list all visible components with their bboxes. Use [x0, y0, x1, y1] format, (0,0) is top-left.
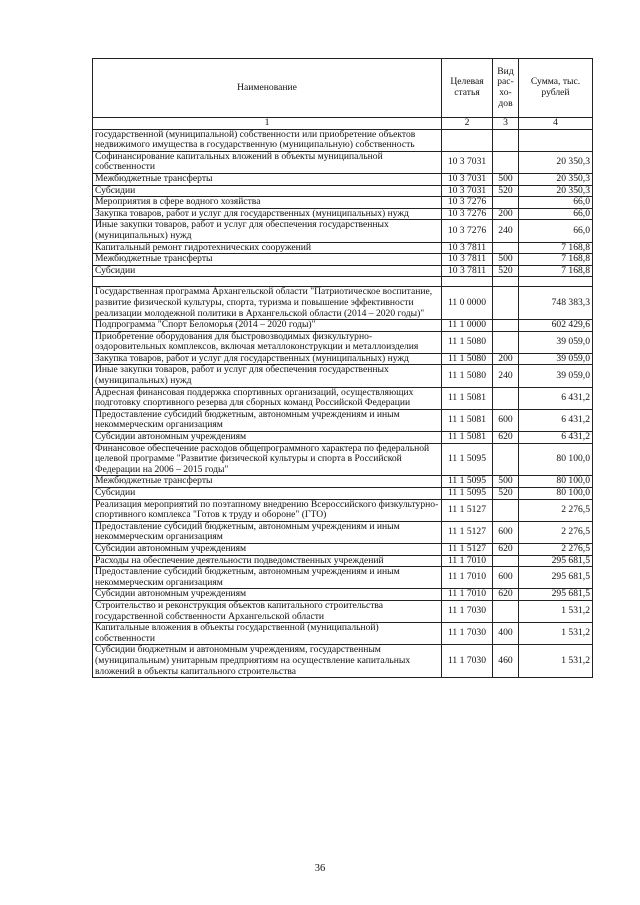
table-row [93, 589, 593, 601]
cell-sum: 1 531,2 [519, 645, 593, 678]
cell-sum: 39 059,0 [519, 365, 593, 387]
column-number: 3 [493, 118, 519, 130]
table-row [93, 242, 593, 254]
cell-code: 11 1 5127 [442, 543, 493, 555]
cell-vid [493, 151, 519, 173]
cell-sum: 1 531,2 [519, 623, 593, 645]
cell-name: Межбюджетные трансферты [93, 173, 442, 185]
cell-sum: 602 429,6 [519, 320, 593, 332]
table-row [93, 600, 593, 622]
cell-code: 11 1 7010 [442, 555, 493, 567]
cell-code: 11 1 5081 [442, 432, 493, 444]
cell-name: Предоставление субсидий бюджетным, автономным учреждениям и иным некоммерческим организациям [93, 409, 442, 431]
table-row [93, 365, 593, 387]
column-number: 2 [442, 118, 493, 130]
table-row [93, 443, 593, 476]
cell-vid: 600 [493, 409, 519, 431]
cell-sum [519, 129, 593, 151]
cell-code [442, 129, 493, 151]
table-row [93, 521, 593, 543]
cell-sum: 6 431,2 [519, 387, 593, 409]
cell-code: 10 3 7811 [442, 265, 493, 277]
cell-name: Иные закупки товаров, работ и услуг для обеспечения государственных (муниципальных) нужд [93, 220, 442, 242]
cell-code: 11 1 7010 [442, 589, 493, 601]
page-number: 36 [314, 863, 326, 874]
cell-vid: 520 [493, 185, 519, 197]
cell-vid [493, 320, 519, 332]
cell-vid [493, 499, 519, 521]
cell-code: 11 1 7030 [442, 600, 493, 622]
cell-name: Подпрограмма "Спорт Беломорья (2014 – 2020 годы)" [93, 320, 442, 332]
cell-code: 11 1 5127 [442, 521, 493, 543]
table-row [93, 185, 593, 197]
cell-code: 11 1 5080 [442, 365, 493, 387]
cell-name: Финансовое обеспечение расходов общепрограммного характера по федеральной целевой программе "Развитие физической культуры и спорта в Российской Федерации на 2006 – 2015 годы" [93, 443, 442, 476]
cell-code: 11 1 5095 [442, 488, 493, 500]
cell-vid [493, 387, 519, 409]
cell-vid: 240 [493, 220, 519, 242]
table-row [93, 567, 593, 589]
cell-sum: 20 350,3 [519, 173, 593, 185]
cell-name: Капитальный ремонт гидротехнических сооружений [93, 242, 442, 254]
table-row [93, 173, 593, 185]
cell-vid [493, 331, 519, 353]
table-row [93, 151, 593, 173]
table-row [93, 543, 593, 555]
cell-sum: 80 100,0 [519, 488, 593, 500]
table-row [93, 409, 593, 431]
cell-vid: 500 [493, 173, 519, 185]
cell-name: Закупка товаров, работ и услуг для государственных (муниципальных) нужд [93, 208, 442, 220]
header-code: Целевая статья [442, 59, 493, 118]
cell-vid [493, 277, 519, 287]
budget-table [92, 58, 593, 678]
cell-vid [493, 555, 519, 567]
table-body [93, 129, 593, 678]
cell-vid [493, 129, 519, 151]
table-row [93, 555, 593, 567]
cell-vid: 520 [493, 265, 519, 277]
cell-vid: 600 [493, 521, 519, 543]
cell-code: 10 3 7031 [442, 151, 493, 173]
cell-name: Субсидии [93, 185, 442, 197]
cell-vid: 520 [493, 488, 519, 500]
cell-name: Капитальные вложения в объекты государственной (муниципальной) собственности [93, 623, 442, 645]
cell-vid: 620 [493, 432, 519, 444]
cell-code: 11 1 5080 [442, 331, 493, 353]
cell-sum: 7 168,8 [519, 265, 593, 277]
table-row [93, 277, 593, 287]
cell-code: 10 3 7276 [442, 208, 493, 220]
cell-code: 10 3 7811 [442, 254, 493, 266]
cell-sum: 7 168,8 [519, 242, 593, 254]
cell-sum: 1 531,2 [519, 600, 593, 622]
cell-sum: 66,0 [519, 208, 593, 220]
cell-code: 11 0 0000 [442, 287, 493, 320]
cell-name: Реализация мероприятий по поэтапному внедрению Всероссийского физкультурно-спортивного комплекса "Готов к труду и обороне" (ГТО) [93, 499, 442, 521]
cell-name: Мероприятия в сфере водного хозяйства [93, 197, 442, 209]
header-vid: Вид рас-хо-дов [493, 59, 519, 118]
header-name: Наименование [93, 59, 442, 118]
cell-sum: 2 276,5 [519, 521, 593, 543]
cell-code: 11 1 7030 [442, 645, 493, 678]
cell-name: Строительство и реконструкция объектов капитального строительства государственной собственности Архангельской области [93, 600, 442, 622]
table-row [93, 488, 593, 500]
cell-sum: 6 431,2 [519, 432, 593, 444]
cell-sum: 2 276,5 [519, 543, 593, 555]
cell-name: Субсидии [93, 488, 442, 500]
cell-code: 11 1 7010 [442, 567, 493, 589]
cell-code: 11 1 5081 [442, 387, 493, 409]
table-row [93, 208, 593, 220]
column-number: 1 [93, 118, 442, 130]
cell-code: 11 1 0000 [442, 320, 493, 332]
cell-name: Расходы на обеспечение деятельности подведомственных учреждений [93, 555, 442, 567]
cell-vid: 240 [493, 365, 519, 387]
cell-name: Межбюджетные трансферты [93, 476, 442, 488]
table-row [93, 129, 593, 151]
cell-code: 11 1 5095 [442, 443, 493, 476]
cell-code: 11 1 7030 [442, 623, 493, 645]
cell-code: 10 3 7276 [442, 220, 493, 242]
cell-name: Адресная финансовая поддержка спортивных организаций, осуществляющих подготовку спортивного резерва для сборных команд Российской Федерации [93, 387, 442, 409]
table-row [93, 320, 593, 332]
table-row [93, 387, 593, 409]
cell-name: Субсидии автономным учреждениям [93, 589, 442, 601]
table-row [93, 265, 593, 277]
cell-name: Государственная программа Архангельской области "Патриотическое воспитание, развитие физической культуры, спорта, туризма и повышение эффективности реализации молодежной политики в Архангельской области (2014 – 2020 годы)" [93, 287, 442, 320]
cell-name: государственной (муниципальной) собственности или приобретение объектов недвижимого имущества в государственную (муниципальную) собственность [93, 129, 442, 151]
cell-vid [493, 600, 519, 622]
cell-vid: 460 [493, 645, 519, 678]
cell-sum: 6 431,2 [519, 409, 593, 431]
cell-vid [493, 197, 519, 209]
cell-vid: 620 [493, 589, 519, 601]
cell-code [442, 277, 493, 287]
table-row [93, 353, 593, 365]
cell-vid: 500 [493, 476, 519, 488]
cell-sum: 66,0 [519, 220, 593, 242]
cell-code: 11 1 5080 [442, 353, 493, 365]
table-row [93, 623, 593, 645]
table-row [93, 432, 593, 444]
cell-name: Субсидии [93, 265, 442, 277]
cell-sum: 20 350,3 [519, 185, 593, 197]
cell-vid: 600 [493, 567, 519, 589]
cell-sum: 295 681,5 [519, 589, 593, 601]
cell-vid: 200 [493, 208, 519, 220]
cell-name: Субсидии бюджетным и автономным учреждениям, государственным (муниципальным) унитарным предприятиям на осуществление капитальных вложений в объекты капитального строительства [93, 645, 442, 678]
cell-vid [493, 443, 519, 476]
cell-name: Софинансирование капитальных вложений в объекты муниципальной собственности [93, 151, 442, 173]
table-row [93, 476, 593, 488]
cell-vid [493, 242, 519, 254]
cell-name: Субсидии автономным учреждениям [93, 543, 442, 555]
column-number-row [93, 118, 593, 130]
cell-code: 10 3 7811 [442, 242, 493, 254]
cell-vid: 200 [493, 353, 519, 365]
cell-vid: 620 [493, 543, 519, 555]
cell-code: 11 1 5095 [442, 476, 493, 488]
header-sum: Сумма, тыс. рублей [519, 59, 593, 118]
column-number: 4 [519, 118, 593, 130]
cell-code: 10 3 7031 [442, 185, 493, 197]
cell-name: Иные закупки товаров, работ и услуг для обеспечения государственных (муниципальных) нужд [93, 365, 442, 387]
table-row [93, 645, 593, 678]
table-row [93, 220, 593, 242]
cell-sum: 7 168,8 [519, 254, 593, 266]
cell-vid: 500 [493, 254, 519, 266]
table-row [93, 331, 593, 353]
cell-code: 10 3 7276 [442, 197, 493, 209]
table-row [93, 197, 593, 209]
cell-vid: 400 [493, 623, 519, 645]
cell-sum: 295 681,5 [519, 555, 593, 567]
cell-sum: 66,0 [519, 197, 593, 209]
table-row [93, 254, 593, 266]
cell-name [93, 277, 442, 287]
cell-sum: 748 383,3 [519, 287, 593, 320]
cell-vid [493, 287, 519, 320]
cell-code: 10 3 7031 [442, 173, 493, 185]
header-row [93, 59, 593, 118]
cell-sum [519, 277, 593, 287]
cell-code: 11 1 5081 [442, 409, 493, 431]
cell-sum: 80 100,0 [519, 443, 593, 476]
cell-name: Закупка товаров, работ и услуг для государственных (муниципальных) нужд [93, 353, 442, 365]
cell-name: Предоставление субсидий бюджетным, автономным учреждениям и иным некоммерческим организациям [93, 521, 442, 543]
cell-name: Субсидии автономным учреждениям [93, 432, 442, 444]
cell-sum: 80 100,0 [519, 476, 593, 488]
cell-sum: 39 059,0 [519, 353, 593, 365]
cell-sum: 295 681,5 [519, 567, 593, 589]
table-row [93, 499, 593, 521]
cell-sum: 2 276,5 [519, 499, 593, 521]
cell-sum: 39 059,0 [519, 331, 593, 353]
cell-name: Приобретение оборудования для быстровозводимых физкультурно-оздоровительных комплексов, включая металлоконструкции и металлоизделия [93, 331, 442, 353]
cell-sum: 20 350,3 [519, 151, 593, 173]
table-row [93, 287, 593, 320]
cell-code: 11 1 5127 [442, 499, 493, 521]
cell-name: Предоставление субсидий бюджетным, автономным учреждениям и иным некоммерческим организациям [93, 567, 442, 589]
cell-name: Межбюджетные трансферты [93, 254, 442, 266]
